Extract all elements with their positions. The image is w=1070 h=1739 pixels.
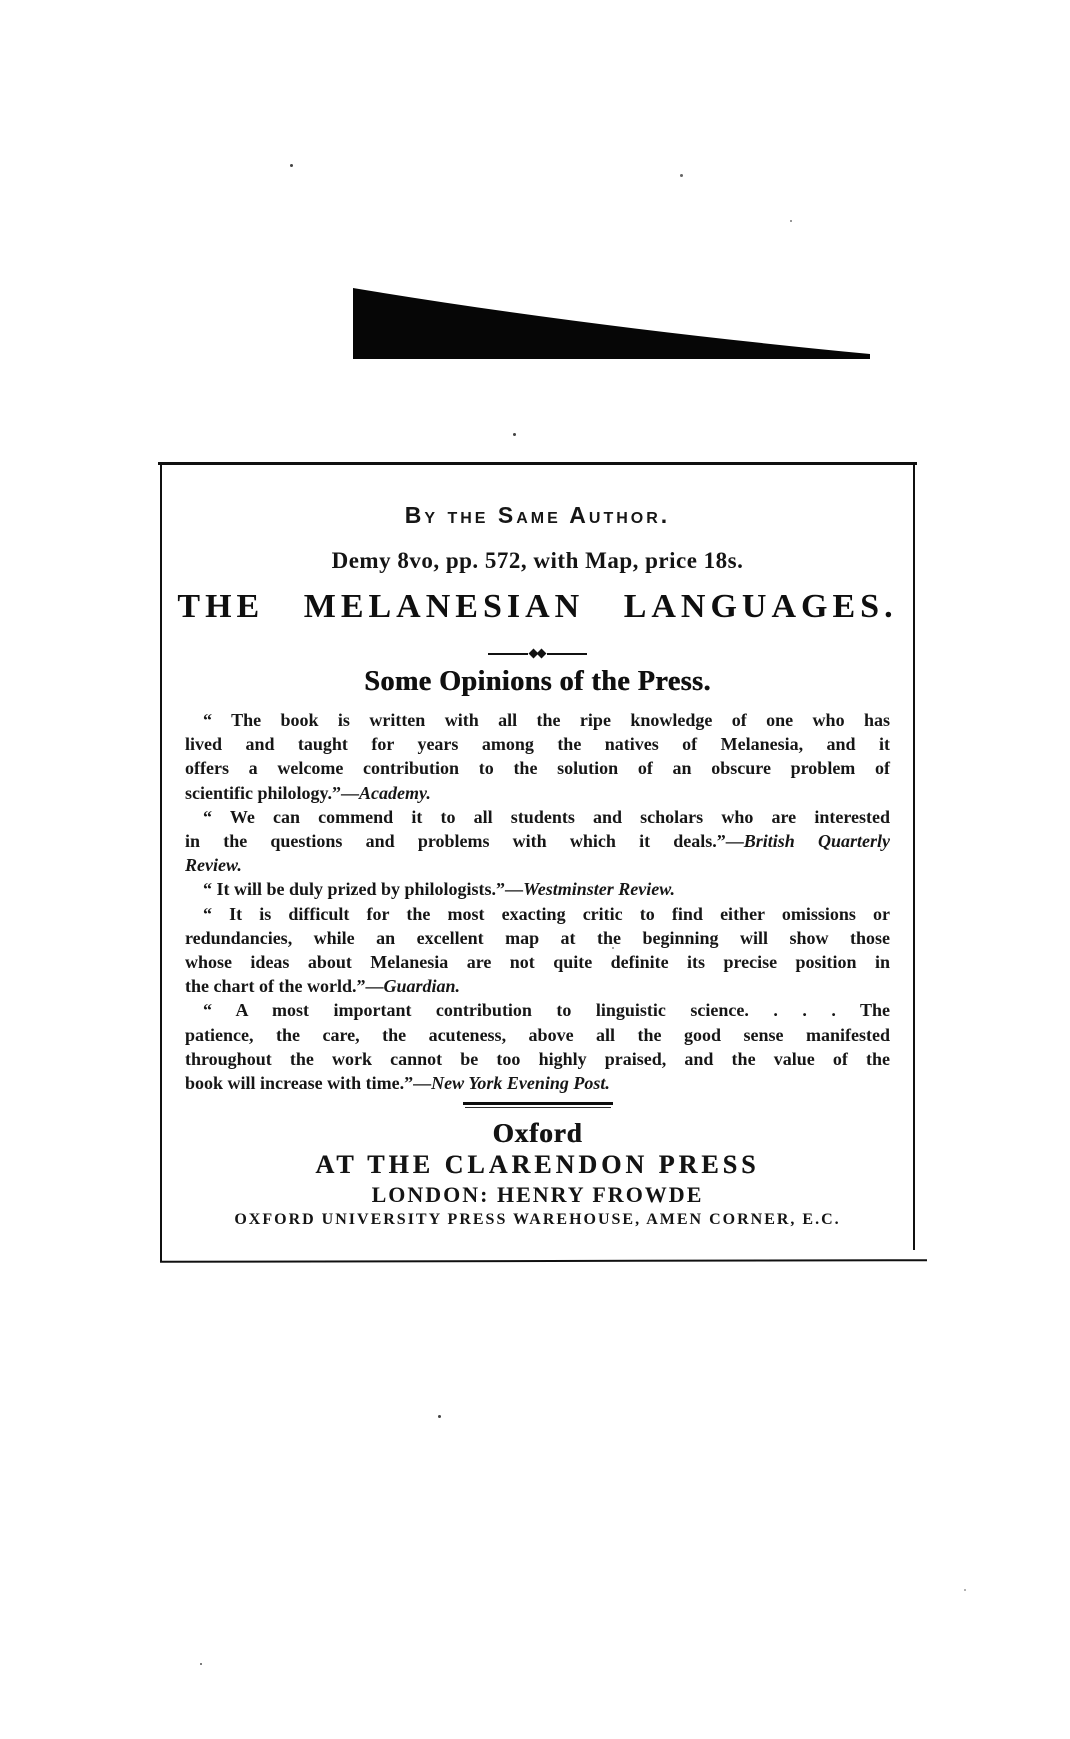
scan-artifact-wedge: [347, 285, 877, 365]
scan-speck: [790, 220, 792, 222]
quote-source: Westminster Review.: [523, 879, 676, 900]
scan-speck: [513, 433, 516, 436]
quote-source: New York Evening Post.: [431, 1073, 610, 1094]
box-border-bottom: [160, 1259, 927, 1263]
imprint-london: LONDON: HENRY FROWDE: [371, 1182, 704, 1207]
ornament-line: [547, 653, 587, 655]
press-quote: [185, 902, 890, 999]
imprint-rule-thick: [463, 1102, 613, 1105]
quote-line: [185, 805, 890, 829]
diamond-icon: [537, 649, 547, 659]
quote-line: [185, 781, 890, 805]
quote-text: scientific philology.”—: [185, 782, 360, 803]
advert-box: [160, 462, 915, 1262]
quote-text: offers a welcome contribution to the solution of an obscure problem of: [185, 758, 890, 779]
quote-line: [185, 708, 890, 732]
quote-line: [185, 1047, 890, 1071]
press-opinions-heading: Some Opinions of the Press.: [364, 666, 711, 697]
book-title: THE MELANESIAN LANGUAGES.: [177, 588, 898, 625]
ornament-line: [488, 653, 528, 655]
ornament-divider: [160, 650, 915, 657]
quote-line: [185, 732, 890, 756]
press-quote: [185, 805, 890, 878]
quote-text: “ We can commend it to all students and scholars who are interested: [203, 806, 890, 827]
imprint-city: Oxford: [492, 1118, 583, 1148]
quote-line: [185, 902, 890, 926]
quote-text: redundancies, while an excellent map at the beginning will show those: [185, 927, 890, 948]
quote-line: [185, 877, 890, 901]
quote-line: [185, 998, 890, 1022]
box-border-top: [158, 462, 917, 465]
quote-line: [185, 1071, 890, 1095]
press-quote: [185, 708, 890, 805]
press-quotes: [185, 708, 890, 1095]
scan-speck: [680, 174, 683, 177]
edition-line: Demy 8vo, pp. 572, with Map, price 18s.: [331, 548, 744, 573]
quote-text: book will increase with time.”—: [185, 1073, 432, 1094]
quote-line: [185, 1023, 890, 1047]
quote-text: the chart of the world.”—: [185, 976, 384, 997]
quote-source: Review.: [185, 855, 242, 876]
quote-line: [185, 756, 890, 780]
quote-source: Academy.: [359, 782, 431, 803]
imprint-press: AT THE CLARENDON PRESS: [315, 1150, 760, 1179]
quote-line: [185, 974, 890, 998]
quote-line: [185, 853, 890, 877]
quote-text: in the questions and problems with which it deals.”—: [185, 831, 744, 852]
imprint-rule-thin: [465, 1107, 611, 1108]
scan-speck: [438, 1415, 441, 1418]
same-author-heading: By the Same Author.: [404, 502, 671, 528]
quote-text: lived and taught for years among the natives of Melanesia, and it: [185, 734, 890, 755]
imprint-warehouse: OXFORD UNIVERSITY PRESS WAREHOUSE, AMEN CORNER, E.C.: [234, 1211, 841, 1228]
quote-line: [185, 926, 890, 950]
press-quote: [185, 998, 890, 1095]
quote-text: “ The book is written with all the ripe knowledge of one who has: [203, 710, 890, 730]
quote-text: patience, the care, the acuteness, above all the good sense manifested: [185, 1024, 890, 1045]
quote-line: [185, 829, 890, 853]
quote-text: “ It will be duly prized by philologists.”—: [203, 879, 524, 900]
quote-text: whose ideas about Melanesia are not quite definite its precise position in: [185, 952, 890, 973]
quote-source: British Quarterly: [743, 831, 891, 852]
quote-text: “ It is difficult for the most exacting critic to find either omissions or: [203, 903, 890, 924]
quote-line: [185, 950, 890, 974]
quote-text: “ A most important contribution to linguistic science. . . . The: [203, 1000, 890, 1021]
press-quote: [185, 877, 890, 901]
imprint-rule: [160, 1102, 915, 1108]
quote-source: Guardian.: [383, 976, 460, 997]
scan-speck: [290, 164, 293, 167]
scan-speck: [964, 1589, 966, 1591]
quote-text: throughout the work cannot be too highly praised, and the value of the: [185, 1048, 890, 1069]
scan-speck: [200, 1663, 202, 1665]
